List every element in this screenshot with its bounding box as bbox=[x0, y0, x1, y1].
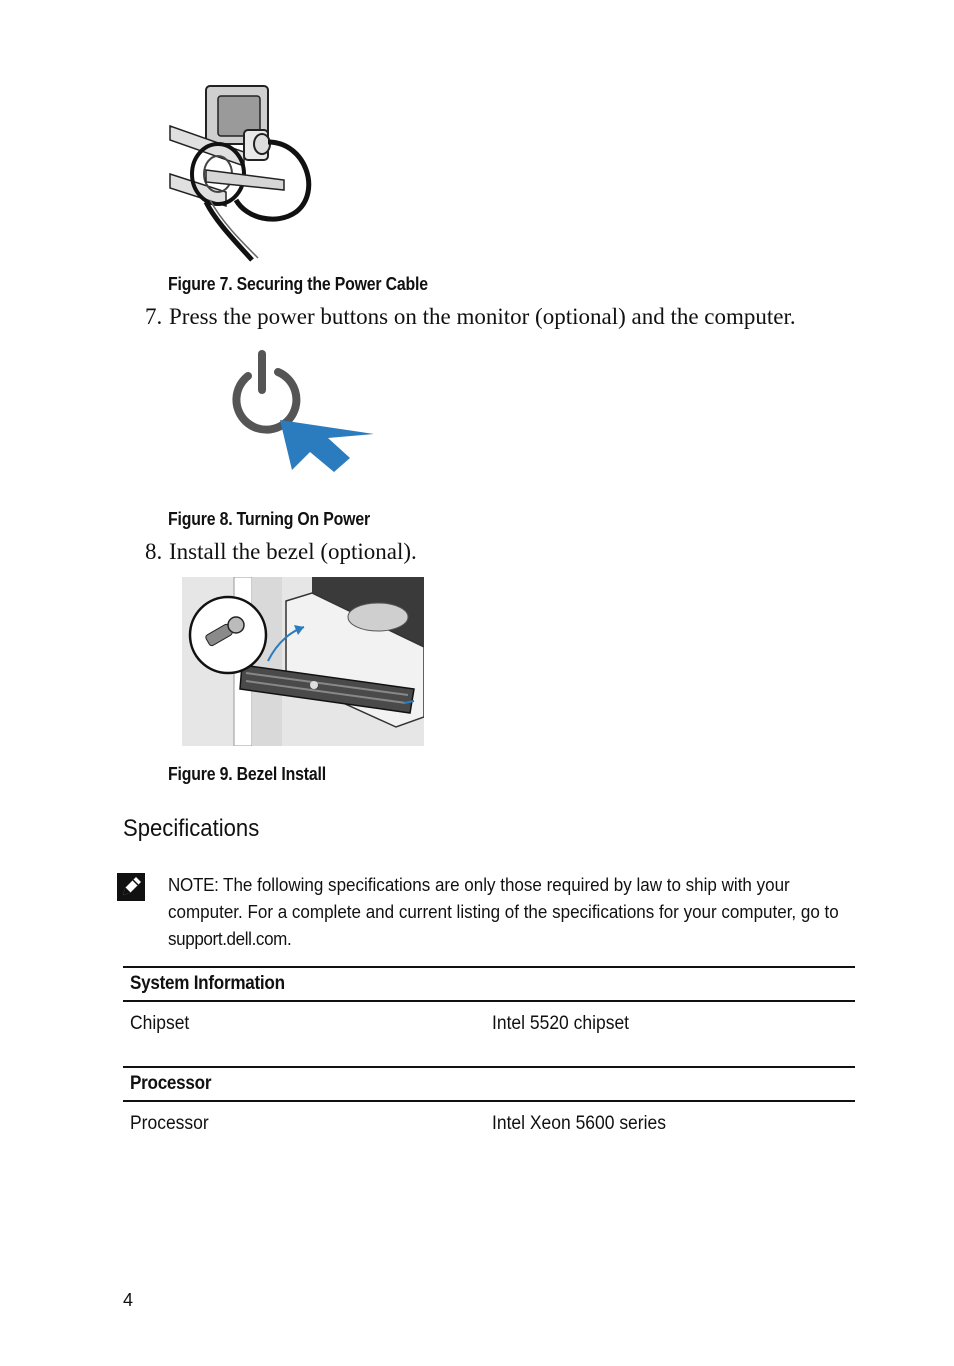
step-8-text: Install the bezel (optional). bbox=[169, 539, 417, 564]
step-8 bbox=[145, 539, 417, 565]
section-title: System Information bbox=[130, 973, 285, 994]
spec-value: Intel Xeon 5600 series bbox=[492, 1113, 666, 1134]
cursor-arrow-icon bbox=[280, 420, 374, 472]
spec-value: Intel 5520 chipset bbox=[492, 1013, 630, 1034]
figure-9-caption: Figure 9. Bezel Install bbox=[168, 764, 326, 784]
section-title: Processor bbox=[130, 1073, 212, 1094]
support-link[interactable]: support.dell.com bbox=[168, 928, 287, 949]
figure-8-caption: Figure 8. Turning On Power bbox=[168, 509, 370, 529]
note-label: NOTE: bbox=[168, 874, 219, 895]
note-pencil-icon bbox=[117, 873, 145, 901]
power-icon bbox=[236, 372, 296, 430]
step-8-number: 8. bbox=[145, 539, 163, 564]
note-body: The following specifications are only those required by law to ship with your computer. For a complete and current listing of the specifications for your computer, go to bbox=[168, 874, 839, 922]
figure-9-image bbox=[182, 577, 424, 746]
figure-7-caption: Figure 7. Securing the Power Cable bbox=[168, 274, 428, 294]
specifications-heading: Specifications bbox=[123, 815, 260, 842]
step-7 bbox=[145, 304, 796, 330]
figure-8-image bbox=[228, 350, 378, 474]
table-row bbox=[123, 1001, 855, 1067]
step-7-number: 7. bbox=[145, 304, 163, 329]
table-row bbox=[123, 1101, 855, 1145]
note-text bbox=[168, 871, 849, 952]
section-header-system-information bbox=[123, 967, 855, 1001]
note-end: . bbox=[286, 928, 292, 949]
figure-7-image bbox=[166, 82, 322, 262]
page-number: 4 bbox=[123, 1290, 134, 1310]
section-header-processor bbox=[123, 1067, 855, 1101]
spec-label: Processor bbox=[130, 1113, 209, 1134]
specifications-table bbox=[123, 966, 855, 1145]
spec-label: Chipset bbox=[130, 1013, 190, 1034]
step-7-text: Press the power buttons on the monitor (optional) and the computer. bbox=[169, 304, 796, 329]
